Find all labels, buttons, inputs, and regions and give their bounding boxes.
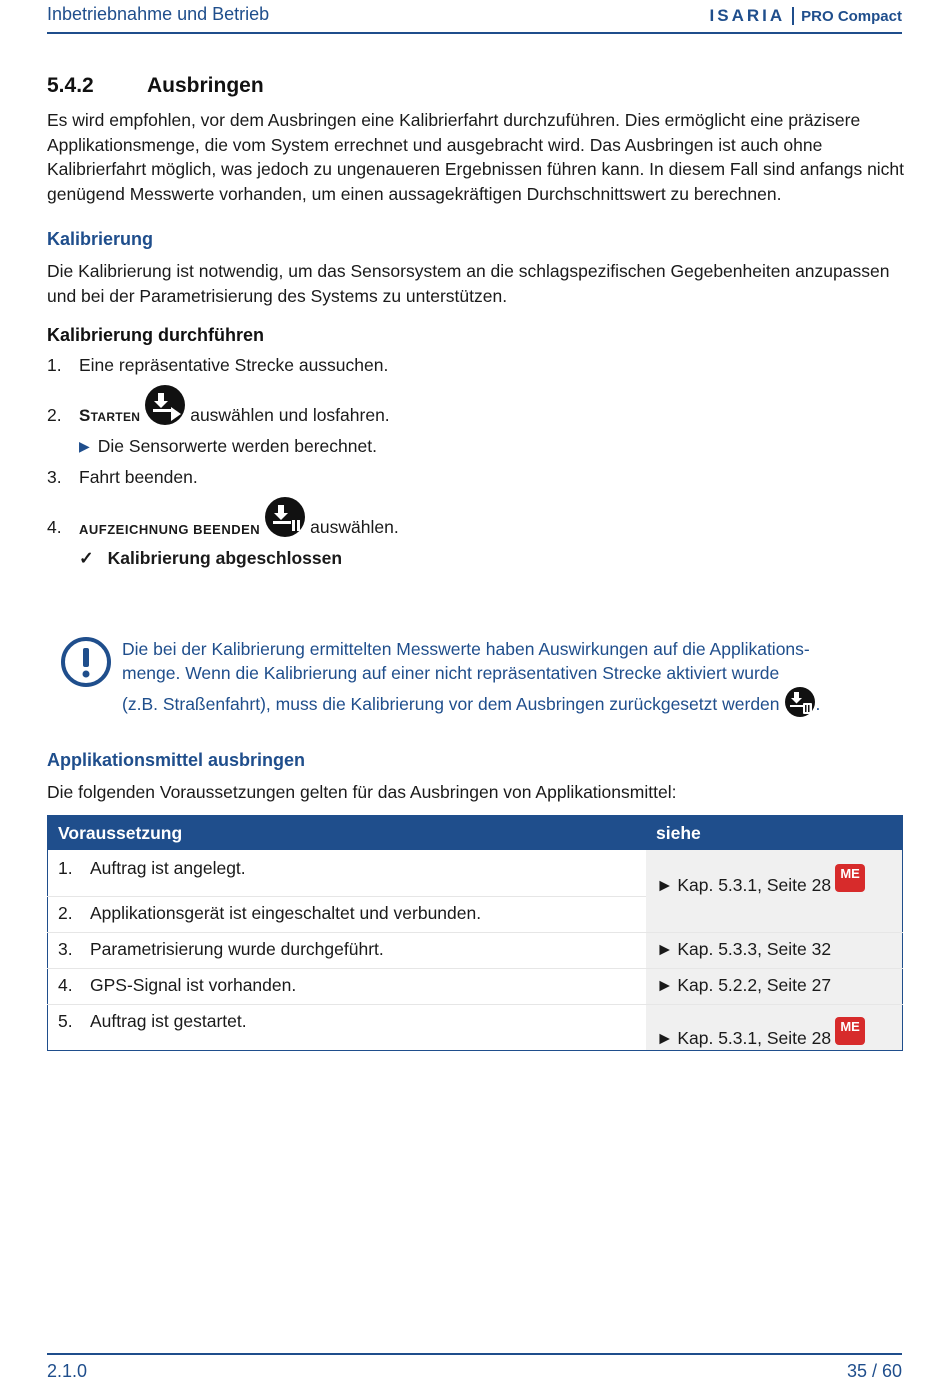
table-cell-requirement (48, 932, 647, 968)
stop-record-icon (264, 496, 306, 538)
step-text: Fahrt beenden. (79, 467, 198, 487)
me-badge-icon: ME (835, 864, 865, 892)
row-text: Auftrag ist angelegt. (90, 858, 246, 878)
ref-link[interactable]: Kap. 5.2.2, Seite 27 (677, 974, 832, 995)
row-text: Auftrag ist gestartet. (90, 1010, 247, 1031)
table-cell-reference (646, 968, 903, 1004)
ref-link[interactable]: Kap. 5.3.1, Seite 28 (677, 1027, 832, 1048)
footer-version: 2.1.0 (47, 1361, 88, 1381)
step-4 (47, 495, 399, 538)
table-row (48, 850, 903, 896)
table-row (48, 1004, 903, 1050)
col-header-siehe: siehe (646, 816, 903, 851)
notice-line-3-end: . (815, 693, 821, 714)
table-cell-requirement (48, 896, 647, 932)
footer-rule (47, 1353, 902, 1355)
reset-calibration-icon (784, 686, 816, 718)
row-number: 1. (58, 858, 73, 878)
row-number: 5. (58, 1010, 73, 1031)
step-number: 1. (47, 355, 62, 375)
step-text: auswählen. (310, 517, 399, 537)
col-header-voraussetzung: Voraussetzung (48, 816, 647, 851)
section-title (47, 74, 264, 98)
kalibrierung-paragraph: Die Kalibrierung ist notwendig, um das Sensorsystem an die schlagspezifischen Gegebenheiten anzupassen und bei der Parametrisierung des Systems zu unterstützen. (47, 261, 890, 306)
table-cell-requirement (48, 850, 647, 896)
row-text: GPS-Signal ist vorhanden. (90, 974, 297, 995)
intro-paragraph: Es wird empfohlen, vor dem Ausbringen eine Kalibrierfahrt durchzuführen. Dies ermöglicht eine präzisere Applikationsmenge, die vom System errechnet und ausgebracht wird. Das Ausbringen ist auch ohne Kalibrierfahrt möglich, was jedoch zu ungenaueren Ergebnissen führen kann. In diesem Fall sind anfangs nicht genügend Messwerte vorhanden, um einen aussagekräftigen Durchschnittswert zu berechnen. (47, 110, 905, 204)
ref-arrow-icon: ► (656, 938, 674, 959)
step-keyword: AUFZEICHNUNG BEENDEN (79, 521, 261, 537)
section-heading: Ausbringen (147, 74, 264, 97)
step-number: 4. (47, 517, 62, 537)
row-text: Applikationsgerät ist eingeschaltet und verbunden. (90, 902, 482, 923)
brand-block (710, 6, 902, 26)
step-2-result (79, 436, 377, 457)
table-row (48, 968, 903, 1004)
done-text: Kalibrierung abgeschlossen (107, 548, 343, 568)
step-1 (47, 355, 388, 376)
me-badge-icon: ME (835, 1017, 865, 1045)
row-number: 2. (58, 902, 73, 923)
checkmark-icon: ✓ (79, 548, 94, 568)
brand-logo: ISARIA (709, 6, 786, 25)
table-cell-requirement (48, 1004, 647, 1050)
row-text: Parametrisierung wurde durchgeführt. (90, 938, 384, 959)
ref-arrow-icon: ► (656, 1027, 674, 1048)
start-record-icon (144, 384, 186, 426)
table-header-row (48, 816, 903, 851)
notice-line-3 (122, 686, 862, 718)
procedure-heading: Kalibrierung durchführen (47, 325, 265, 345)
table-cell-requirement (48, 968, 647, 1004)
step-text: Eine repräsentative Strecke aussuchen. (79, 355, 389, 375)
result-arrow-icon: ▶ (79, 438, 90, 454)
warning-icon (60, 636, 112, 688)
header-rule (47, 32, 902, 34)
table-cell-reference (646, 932, 903, 968)
notice-line-2: menge. Wenn die Kalibrierung auf einer nicht repräsentativen Strecke aktiviert wurde (122, 663, 780, 683)
kalibrierung-heading: Kalibrierung (47, 229, 154, 249)
step-number: 3. (47, 467, 62, 487)
row-number: 4. (58, 974, 73, 995)
procedure-done (79, 548, 342, 569)
ref-arrow-icon: ► (656, 974, 674, 995)
product-name: PRO Compact (801, 7, 902, 25)
row-number: 3. (58, 938, 73, 959)
section-number: 5.4.2 (47, 74, 94, 97)
step-3 (47, 467, 198, 488)
ref-link[interactable]: Kap. 5.3.3, Seite 32 (677, 938, 832, 959)
footer-page-number: 35 / 60 (846, 1361, 902, 1381)
table-cell-reference (646, 1004, 903, 1050)
ref-arrow-icon: ► (656, 875, 674, 895)
requirements-table (47, 815, 903, 1051)
step-text: auswählen und losfahren. (190, 405, 390, 425)
applikation-heading: Applikationsmittel ausbringen (47, 750, 306, 770)
step-keyword: Starten (79, 405, 141, 425)
notice-line-1: Die bei der Kalibrierung ermittelten Messwerte haben Auswirkungen auf die Applikations- (122, 639, 810, 659)
result-text: Die Sensorwerte werden berechnet. (97, 436, 377, 456)
step-2 (47, 383, 390, 426)
ref-link[interactable]: Kap. 5.3.1, Seite 28 (677, 875, 832, 895)
applikation-paragraph: Die folgenden Voraussetzungen gelten für das Ausbringen von Applikationsmittel: (47, 782, 677, 802)
step-number: 2. (47, 405, 62, 425)
brand-divider (792, 7, 794, 25)
notice-line-3-text: (z.B. Straßenfahrt), muss die Kalibrierung vor dem Ausbringen zurückgesetzt werden (122, 693, 780, 714)
table-cell-reference (646, 850, 903, 932)
running-header-title: Inbetriebnahme und Betrieb (47, 4, 270, 24)
table-row (48, 932, 903, 968)
